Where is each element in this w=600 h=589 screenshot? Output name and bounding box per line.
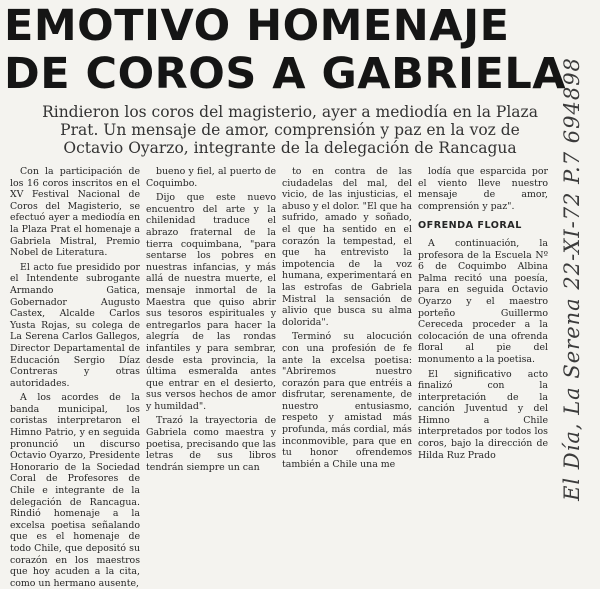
headline-line-1: EMOTIVO HOMENAJE	[4, 1, 510, 51]
headline	[4, 1, 567, 99]
paragraph: lodía que esparcida por el viento lleve nuestro mensaje de amor, comprensión y paz".	[418, 166, 548, 212]
column-3	[282, 166, 412, 554]
paragraph: El significativo acto finalizó con la interpretación de la canción Juventud y del Himno a Chile interpretados por todos los coros, bajo la dirección de Hilda Ruz Prado	[418, 368, 548, 461]
paragraph: Trazó la trayectoria de Gabriela como maestra y poetisa, precisando que las letras de sus libros tendrán siempre un can	[146, 415, 276, 473]
paragraph: Terminó su alocución con una profesión de fe ante la excelsa poetisa: "Abriremos nuestro corazón para que entréis a disfrutar, serenamente, de nuestro entusiasmo, respeto y amistad más profunda, más cordial, más inconmovible, para que en tu honor ofrendemos también a Chile una me	[282, 331, 412, 470]
article-deck: Rindieron los coros del magisterio, ayer a mediodía en la Plaza Prat. Un mensaje de amor, comprensión y paz en la voz de Octavio Oyarzo, integrante de la delegación de Rancagua	[42, 103, 538, 157]
article-body	[10, 166, 550, 589]
paragraph: A los acordes de la banda municipal, los coristas interpretaron el Himno Patrio, y en seguida pronunció un discurso Octavio Oyarzo, Presidente Honorario de la Sociedad Coral de Profesores de Chile e integrante de la delegación de Rancagua. Rindió homenaje a la excelsa poetisa señalando que es el homenaje de todo Chile, que depositó su corazón en los maestros que hoy acuden a la cita, como un hermano ausente,	[10, 392, 140, 589]
column-2	[146, 166, 276, 554]
paragraph: Dijo que este nuevo encuentro del arte y la chilenidad traduce el abrazo fraternal de la tierra coquimbana, "para sentarse los pobres en nuestras infancias, y más allá de nuestra muerte, el mensaje inmortal de la Maestra que quiso abrir sus tesoros espirituales y entregarlos para hacer la alegría de las rondas infantiles y para sembrar, desde esta provincia, la última esmeralda antes que entrar en el desierto, sus versos hechos de amor y humildad".	[146, 192, 276, 412]
handwritten-source-note	[548, 4, 596, 554]
section-subhead: OFRENDA FLORAL	[418, 220, 522, 232]
column-1	[10, 166, 140, 589]
column-4	[418, 166, 548, 554]
paragraph: Con la participación de los 16 coros inscritos en el XV Festival Nacional de Coros del Magisterio, se efectuó ayer a mediodía en la Plaza Prat el homenaje a Gabriela Mistral, Premio Nobel de Literatura.	[10, 166, 140, 259]
paragraph: El acto fue presidido por el Intendente subrogante Armando Gatica, Gobernador Augusto Castex, Alcalde Carlos Yusta Rojas, su colega de La Serena Carlos Gallegos, Director Departamental de Educación Sergio Díaz Contreras y otras autoridades.	[10, 261, 140, 389]
paragraph: bueno y fiel, al puerto de Coquimbo.	[146, 166, 276, 189]
headline-line-2: DE COROS A GABRIELA	[4, 49, 567, 99]
source-note-text: El Día, La Serena 22-XI-72 P.7 694898	[560, 57, 584, 501]
paragraph: A continuación, la profesora de la Escuela Nº 6 de Coquimbo Albina Palma recitó una poesía, para en seguida Octavio Oyarzo y el maestro porteño Guillermo Cereceda proceder a la colocación de una ofrenda floral al pie del monumento a la poetisa.	[418, 237, 548, 365]
paragraph: to en contra de las ciudadelas del mal, del vicio, de las injusticias, el abuso y el dolor. "El que ha sufrido, amado y soñado, el que ha sentido en el corazón la tempestad, el que ha entrevisto la impotencia de la voz humana, experimentará en las estrofas de Gabriela Mistral la sensación de alivio que busca su alma dolorida".	[282, 166, 412, 328]
